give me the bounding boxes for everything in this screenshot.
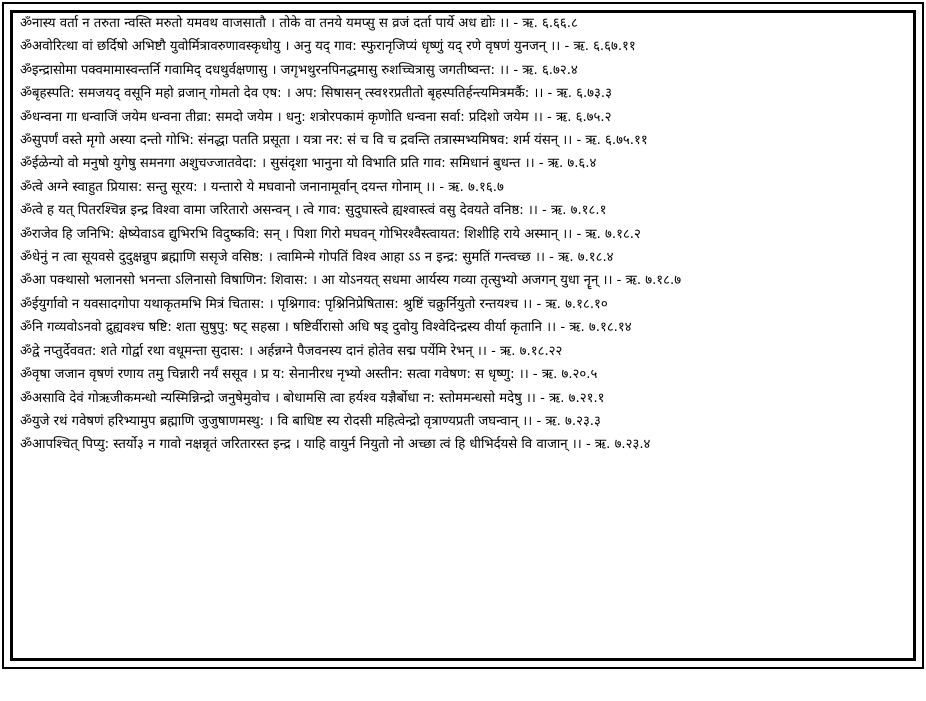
verse-line: ॐईळेन्यो वो मनुषो युगेषु समनगा अशुचज्जातवेदा: । सुसंदृशा भानुना यो विभाति प्रति गाव: समिधानं बुधन्त ।। - ऋ. ७.६.४: [20, 156, 597, 172]
verse-line: ॐनि गव्यवोऽनवो द्रुह्यवश्च षष्टि: शता सुषुपु: षट् सहस्रा । षष्टिर्वीरासो अधि षड् दुवोयु विश्वेदिन्द्रस्य वीर्या कृतानि ।। - ऋ. ७.१८.१४: [20, 320, 632, 336]
verse-line: ॐअवोरित्था वां छर्दिषो अभिष्टौ युवोर्मित्रावरुणावस्कृधोयु । अनु यद् गाव: स्फुरानृजिप्यं धृष्णुं यद् रणे वृषणं युनजन् ।। - ऋ. ६.६७.११: [20, 39, 636, 55]
verse-line: ॐत्वे अग्ने स्वाहुत प्रियास: सन्तु सूरय: । यन्तारो ये मघवानो जनानामूर्वान् दयन्त गोनाम् ।। - ऋ. ७.१६.७: [20, 179, 504, 195]
verse-line: ॐद्वे नप्तुर्देववत: शते गोर्द्वा रथा वधूमन्ता सुदास: । अर्हन्नग्ने पैजवनस्य दानं होतेव सद्म पर्येमि रेभन् ।। - ऋ. ७.१८.२२: [20, 343, 563, 359]
verse-line: ॐधेनुं न त्वा सूयवसे दुदुक्षन्नुप ब्रह्माणि ससृजे वसिष्ठ: । त्वामिन्मे गोपतिं विश्व आहा ऽऽ न इन्द्र: सुमतिं गन्त्वच्छ ।। - ऋ. ७.१८.४: [20, 250, 614, 266]
verse-line: ॐनास्य वर्ता न तरुता न्वस्ति मरुतो यमवथ वाजसातौ । तोके वा तनये यमप्सु स व्रजं दर्ता पार्ये अध द्योः ।। - ऋ. ६.६६.८: [20, 16, 578, 31]
verse-line: ॐयुजे रथं गवेषणं हरिभ्यामुप ब्रह्माणि जुजुषाणमस्थु: । वि बाधिष्ट स्य रोदसी महित्वेन्द्रो वृत्राण्यप्रती जघन्वान् ।। - ऋ. ७.२३.३: [20, 413, 601, 429]
verse-line: ॐधन्वना गा धन्वाजिं जयेम धन्वना तीव्रा: समदो जयेम । धनु: शत्रोरपकामं कृणोति धन्वना सर्वा: प्रदिशो जयेम ।। - ऋ. ६.७५.२: [20, 109, 612, 125]
verse-line: ॐसुपर्णं वस्ते मृगो अस्या दन्तो गोभि: संनद्धा पतति प्रसूता । यत्रा नर: सं च वि च द्रवन्ति तत्रास्मभ्यमिषव: शर्म यंसन् ।। - ऋ. ६.७५.११: [20, 133, 648, 149]
verse-line: ॐअसावि देवं गोऋजीकमन्धो न्यस्मिन्निन्द्रो जनुषेमुवोच । बोधामसि त्वा हर्यश्व यज्ञैर्बोधा न: स्तोममन्धसो मदेषु ।। - ऋ. ७.२१.१: [20, 390, 605, 406]
verse-line: ॐबृहस्पति: समजयद् वसूनि महो व्रजान् गोमतो देव एष: । अप: सिषासन् त्स्व१रप्रतीतो बृहस्पतिर्हन्त्यमित्रमर्कै: ।। - ऋ. ६.७३.३: [20, 86, 612, 102]
verse-line: ॐराजेव हि जनिभि: क्षेष्येवाऽव द्युभिरभि विदुष्कवि: सन् । पिशा गिरो मघवन् गोभिरश्वैस्त्वायत: शिशीहि राये अस्मान् ।। - ऋ. ७.१८.२: [20, 226, 641, 242]
outer-border: [2, 2, 924, 669]
verse-list: [20, 12, 916, 457]
verse-line: ॐत्वे ह यत् पितरश्चिन्न इन्द्र विश्वा वामा जरितारो असन्वन् । त्वे गाव: सुदुघास्त्वे ह्यश्वास्त्वं वसु देवयते वनिष्ठ: ।। - ऋ. ७.१८.१: [20, 203, 607, 219]
verse-line: ॐइन्द्रासोमा पक्वमामास्वन्तर्नि गवामिद् दधथुर्वक्षणासु । जगृभथुरनपिनद्धमासु रुशच्चित्रासु जगतीष्वन्त: ।। - ऋ. ६.७२.४: [20, 62, 578, 78]
verse-line: ॐईयुर्गावो न यवसादगोपा यथाकृतमभि मित्रं चितास: । पृश्निगाव: पृश्निनिप्रेषितास: श्रुष्टिं चक्रुर्नियुतो रन्तयश्च ।। - ऋ. ७.१८.१०: [20, 296, 608, 312]
verse-line: ॐवृषा जजान वृषणं रणाय तमु चिन्नारी नर्यं ससूव । प्र य: सेनानीरध नृभ्यो अस्तीन: सत्वा गवेषण: स धृष्णु: ।। - ऋ. ७.२०.५: [20, 367, 598, 383]
verse-line: ॐआपश्चित् पिप्यु: स्तर्यो३ न गावो नक्षन्नृतं जरितारस्त इन्द्र । याहि वायुर्न नियुतो नो अच्छा त्वं हि धीभिर्दयसे वि वाजान् ।। - ऋ. ७.२३.४: [20, 437, 651, 453]
verse-line: ॐआ पक्थासो भलानसो भनन्ता ऽलिनासो विषाणिन: शिवास: । आ योऽनयत् सधमा आर्यस्य गव्या तृत्सुभ्यो अजगन् युधा नॄन् ।। - ऋ. ७.१८.७: [20, 273, 682, 289]
